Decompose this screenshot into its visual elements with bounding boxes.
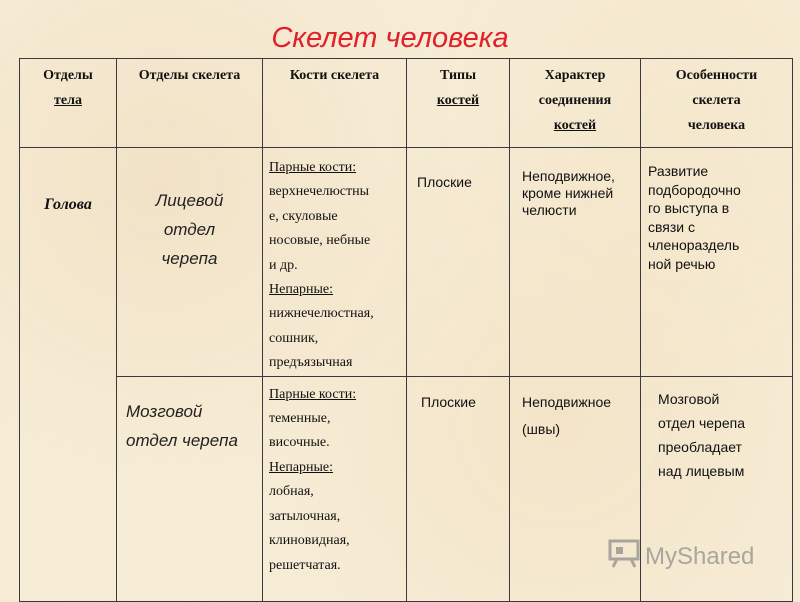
bone-type-text: Плоские	[421, 393, 476, 410]
header-text: Особенности	[675, 68, 758, 83]
skeleton-table	[19, 58, 793, 602]
bone-line: и др.	[269, 257, 298, 273]
section-line: Мозговой	[126, 401, 203, 421]
section-cell	[117, 148, 263, 377]
body-part-label: Голова	[44, 196, 92, 213]
connection-line: челюсти	[522, 202, 577, 218]
bone-line: височные.	[269, 435, 330, 451]
header-features	[641, 59, 793, 148]
header-bone-types	[407, 59, 510, 148]
connection-line: кроме нижней	[522, 185, 614, 201]
connection-line: (швы)	[522, 420, 561, 437]
bone-line: теменные,	[269, 411, 331, 427]
feature-line: отдел черепа	[658, 414, 745, 431]
header-text: соединения	[538, 93, 612, 108]
header-text: человека	[687, 118, 746, 133]
header-text: Отделы скелета	[138, 68, 241, 83]
unpaired-label: Непарные:	[269, 459, 334, 475]
section-line: отдел черепа	[126, 430, 238, 450]
bone-type-text: Плоские	[417, 174, 472, 190]
feature-line: над лицевым	[658, 462, 745, 479]
feature-line: подбородочно	[648, 181, 741, 198]
header-text: костей	[553, 118, 597, 133]
header-text: Типы	[439, 68, 477, 83]
watermark	[607, 538, 754, 575]
bone-line: верхнечелюстны	[269, 184, 370, 200]
header-connection	[510, 59, 641, 148]
feature-line: Мозговой	[658, 390, 720, 407]
bone-line: решетчатая.	[269, 557, 341, 573]
connection-line: Неподвижное,	[522, 168, 615, 184]
bone-line: носовые, небные	[269, 233, 371, 249]
presentation-board-icon	[607, 538, 641, 575]
header-text: костей	[436, 93, 480, 108]
feature-line: го выступа в	[648, 200, 730, 217]
paired-label: Парные кости:	[269, 386, 357, 402]
header-body-parts	[20, 59, 117, 148]
connection-cell	[510, 148, 641, 377]
section-line: черепа	[161, 249, 218, 268]
header-text: скелета	[692, 93, 741, 108]
section-line: Лицевой	[155, 191, 224, 210]
bone-line: нижнечелюстная,	[269, 306, 374, 322]
unpaired-label: Непарные:	[269, 282, 334, 298]
header-row	[20, 59, 793, 148]
header-skeleton-bones	[263, 59, 407, 148]
bones-cell	[263, 148, 407, 377]
bone-type-cell	[407, 376, 510, 601]
connection-line: Неподвижное	[522, 393, 612, 410]
bones-cell	[263, 376, 407, 601]
feature-line: Развитие	[648, 163, 709, 179]
header-text: Характер	[544, 68, 606, 83]
paired-label: Парные кости:	[269, 160, 357, 175]
section-cell	[117, 376, 263, 601]
bone-type-cell	[407, 148, 510, 377]
header-text: тела	[54, 93, 82, 108]
feature-line: членораздель	[648, 237, 740, 254]
table-row	[20, 148, 793, 377]
header-skeleton-sections	[117, 59, 263, 148]
feature-cell	[641, 148, 793, 377]
feature-line: преобладает	[658, 438, 742, 455]
header-text: Кости скелета	[289, 68, 380, 83]
bone-line: лобная,	[269, 484, 314, 500]
feature-line: связи с	[648, 218, 695, 235]
bone-line: затылочная,	[269, 508, 341, 524]
watermark-text: MyShared	[645, 542, 755, 570]
bone-line: е, скуловые	[269, 208, 338, 224]
body-part-cell	[20, 148, 117, 602]
header-text: Отделы	[43, 68, 93, 83]
feature-line: ной речью	[648, 255, 716, 272]
slide-title: Скелет человека	[271, 22, 509, 54]
section-line: отдел	[163, 220, 216, 239]
bone-line: сошник,	[269, 330, 319, 346]
bone-line: клиновидная,	[269, 533, 350, 549]
bone-line: предъязычная	[269, 355, 353, 371]
